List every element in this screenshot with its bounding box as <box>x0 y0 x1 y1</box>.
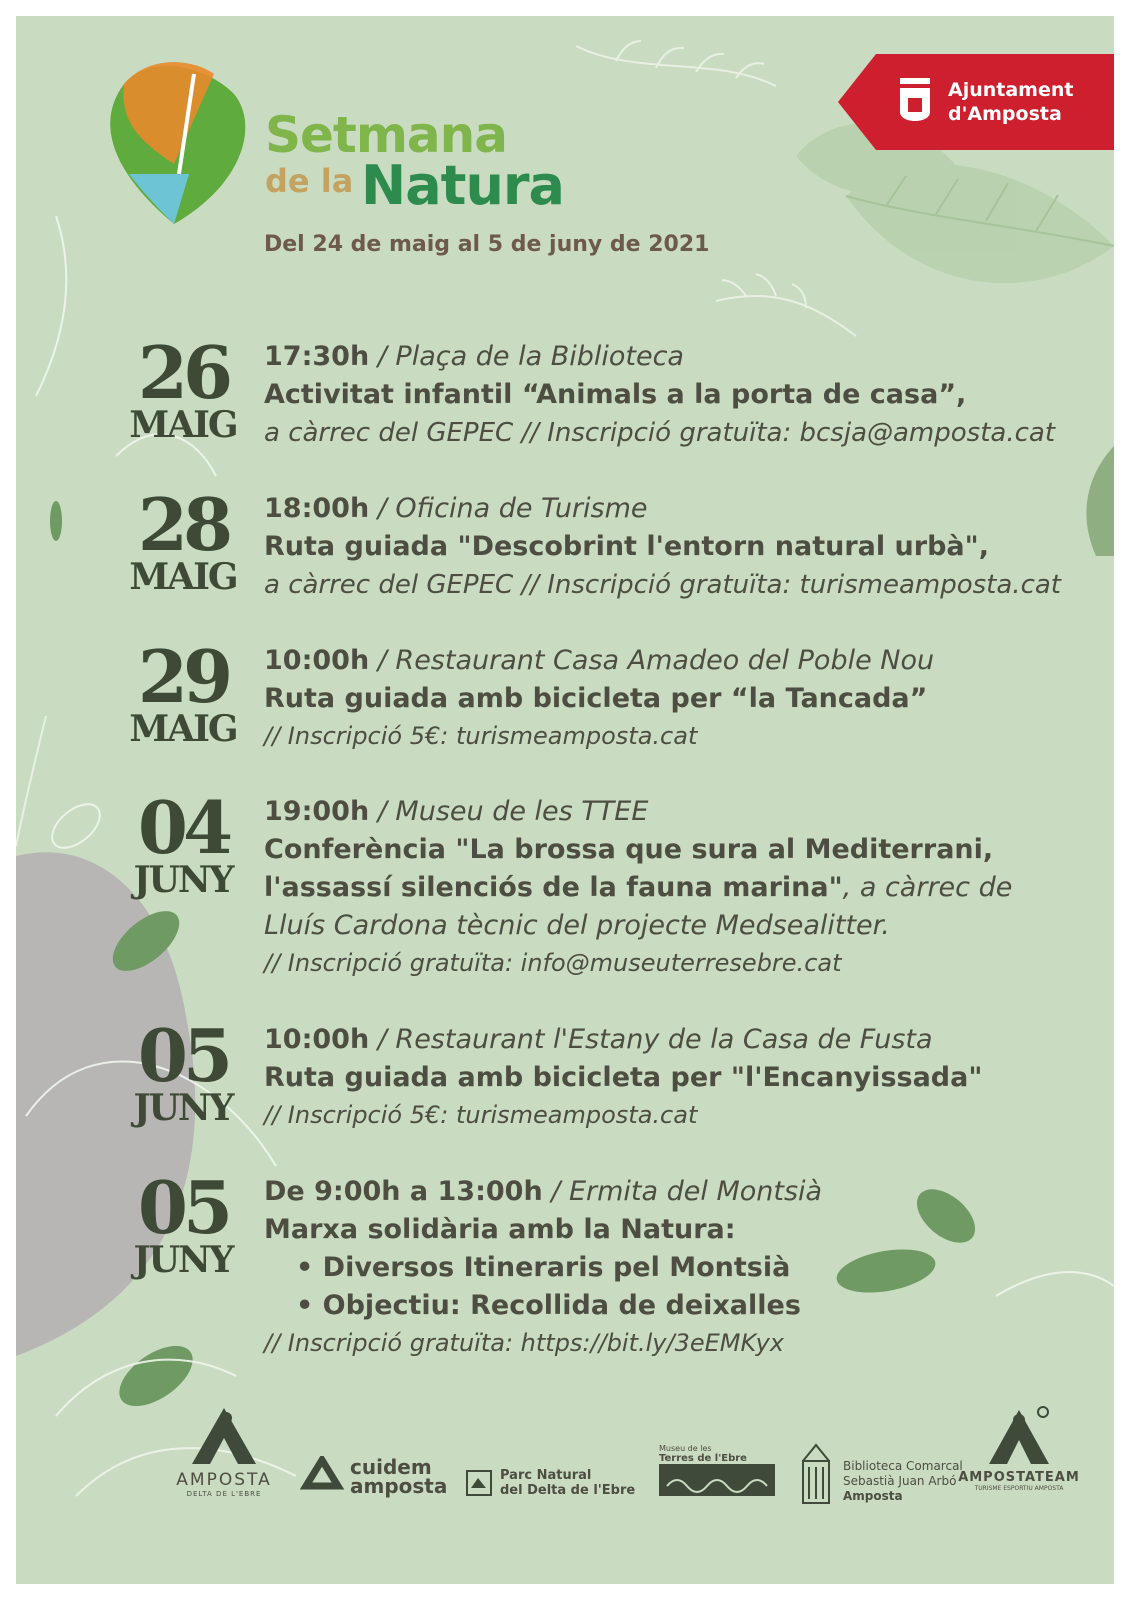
event-title: Activitat infantil “Animals a la porta de casa”, <box>264 379 967 410</box>
event-inscription: // Inscripció 5€: turismeamposta.cat <box>264 1101 698 1129</box>
event-inscription: // Inscripció gratuïta: https://bit.ly/3eEMKyx <box>264 1329 784 1357</box>
event-title: Ruta guiada amb bicicleta per “la Tancada” <box>264 683 928 714</box>
event-time: De 9:00h a 13:00h <box>264 1176 543 1207</box>
amposta-team-text: AMPOSTATEAM <box>958 1470 1080 1485</box>
event-title: Ruta guiada "Descobrint l'entorn natural urbà", <box>264 531 989 562</box>
event-month: MAIG <box>129 404 237 446</box>
event-bullet: • Objectiu: Recollida de deixalles <box>296 1290 801 1321</box>
event-title-line2: l'assassí silenciós de la fauna marina" <box>264 872 843 903</box>
event-title: Marxa solidària amb la Natura: <box>264 1214 736 1245</box>
event-details <box>264 490 1104 604</box>
amposta-a-icon <box>184 1404 264 1466</box>
event-details <box>264 338 1104 452</box>
event-day: 29 <box>137 634 229 719</box>
amposta-team-subtext: TURISME ESPORTIU AMPOSTA <box>974 1485 1064 1492</box>
ajuntament-line1: Ajuntament <box>948 79 1074 101</box>
event-title-line3: Lluís Cardona tècnic del projecte Medsealitter. <box>264 910 890 941</box>
event-day: 26 <box>137 330 229 415</box>
event-inscription: // Inscripció gratuïta: info@museuterresebre.cat <box>264 949 842 977</box>
event-place: / Restaurant l'Estany de la Casa de Fusta <box>369 1024 933 1055</box>
amposta-logo-subtext: DELTA DE L'EBRE <box>186 1490 262 1498</box>
event-day: 04 <box>137 785 229 870</box>
event-bullet: • Diversos Itineraris pel Montsià <box>296 1252 791 1283</box>
amposta-team-logo <box>956 1404 1082 1492</box>
event-place: / Plaça de la Biblioteca <box>369 341 684 372</box>
event-date <box>122 634 244 750</box>
event-day: 05 <box>137 1013 229 1098</box>
cuidem-amposta-logo <box>298 1456 458 1506</box>
event-month: JUNY <box>133 1087 233 1129</box>
parc-natural-icon <box>466 1470 492 1496</box>
biblioteca-building-icon <box>793 1441 839 1507</box>
event-subtitle: a càrrec del GEPEC // Inscripció gratuïta: turismeamposta.cat <box>264 570 1061 600</box>
event-date <box>122 482 244 598</box>
title-natura: Natura <box>361 154 564 217</box>
event-time: 18:00h <box>264 493 370 524</box>
ajuntament-name <box>948 78 1073 126</box>
amposta-team-a-icon <box>979 1404 1059 1466</box>
parc-line2: del Delta de l'Ebre <box>500 1483 636 1498</box>
event-place: / Museu de les TTEE <box>369 796 649 827</box>
biblio-line2: Sebastià Juan Arbó <box>843 1474 957 1488</box>
title-de-la: de la <box>265 162 354 200</box>
museu-wave-icon <box>659 1464 775 1496</box>
event-subtitle: a càrrec del GEPEC // Inscripció gratuïta: bcsja@amposta.cat <box>264 418 1056 448</box>
event-title: Ruta guiada amb bicicleta per "l'Encanyissada" <box>264 1062 983 1093</box>
event-month: MAIG <box>129 556 237 598</box>
parc-line1: Parc Natural <box>500 1468 592 1483</box>
cuidem-text <box>350 1455 448 1498</box>
date-range: Del 24 de maig al 5 de juny de 2021 <box>264 232 710 257</box>
ajuntament-badge <box>838 54 1114 150</box>
biblio-line3: Amposta <box>843 1489 903 1503</box>
museu-line2: Terres de l'Ebre <box>659 1453 747 1464</box>
biblio-line1: Biblioteca Comarcal <box>843 1459 963 1473</box>
event-date <box>122 330 244 446</box>
event-title-line2-rest: , a càrrec de <box>842 872 1013 903</box>
poster <box>16 16 1114 1584</box>
museu-terres-ebre-logo <box>659 1444 779 1500</box>
recycle-icon <box>298 1456 346 1502</box>
event-details <box>264 793 1104 981</box>
event-date <box>122 785 244 901</box>
event-month: JUNY <box>133 1239 233 1281</box>
event-month: JUNY <box>133 859 233 901</box>
event-title: Conferència "La brossa que sura al Mediterrani, <box>264 834 994 865</box>
parc-natural-text <box>500 1468 635 1498</box>
event-date <box>122 1013 244 1129</box>
ajuntament-line2: d'Amposta <box>948 103 1062 125</box>
museu-line1: Museu de les <box>659 1444 712 1453</box>
event-day: 28 <box>137 482 229 567</box>
event-details <box>264 642 1104 754</box>
event-time: 17:30h <box>264 341 370 372</box>
event-day: 05 <box>137 1165 229 1250</box>
event-inscription: // Inscripció 5€: turismeamposta.cat <box>264 722 698 750</box>
amposta-logo-text: AMPOSTA <box>176 1470 272 1490</box>
event-time: 10:00h <box>264 645 370 676</box>
event-month: MAIG <box>129 708 237 750</box>
amposta-logo <box>164 1404 284 1498</box>
setmana-natura-logo-icon <box>94 54 254 234</box>
crest-icon <box>894 68 936 134</box>
event-place: / Ermita del Montsià <box>542 1176 823 1207</box>
cuidem-line1: cuidem <box>350 1455 432 1479</box>
cuidem-line2: amposta <box>350 1474 448 1498</box>
biblioteca-text <box>843 1459 963 1504</box>
event-time: 10:00h <box>264 1024 370 1055</box>
event-place: / Oficina de Turisme <box>369 493 648 524</box>
event-date <box>122 1165 244 1281</box>
event-details <box>264 1021 1104 1133</box>
title-setmana: Setmana <box>265 106 507 164</box>
event-time: 19:00h <box>264 796 370 827</box>
event-details <box>264 1173 1104 1361</box>
event-place: / Restaurant Casa Amadeo del Poble Nou <box>369 645 935 676</box>
